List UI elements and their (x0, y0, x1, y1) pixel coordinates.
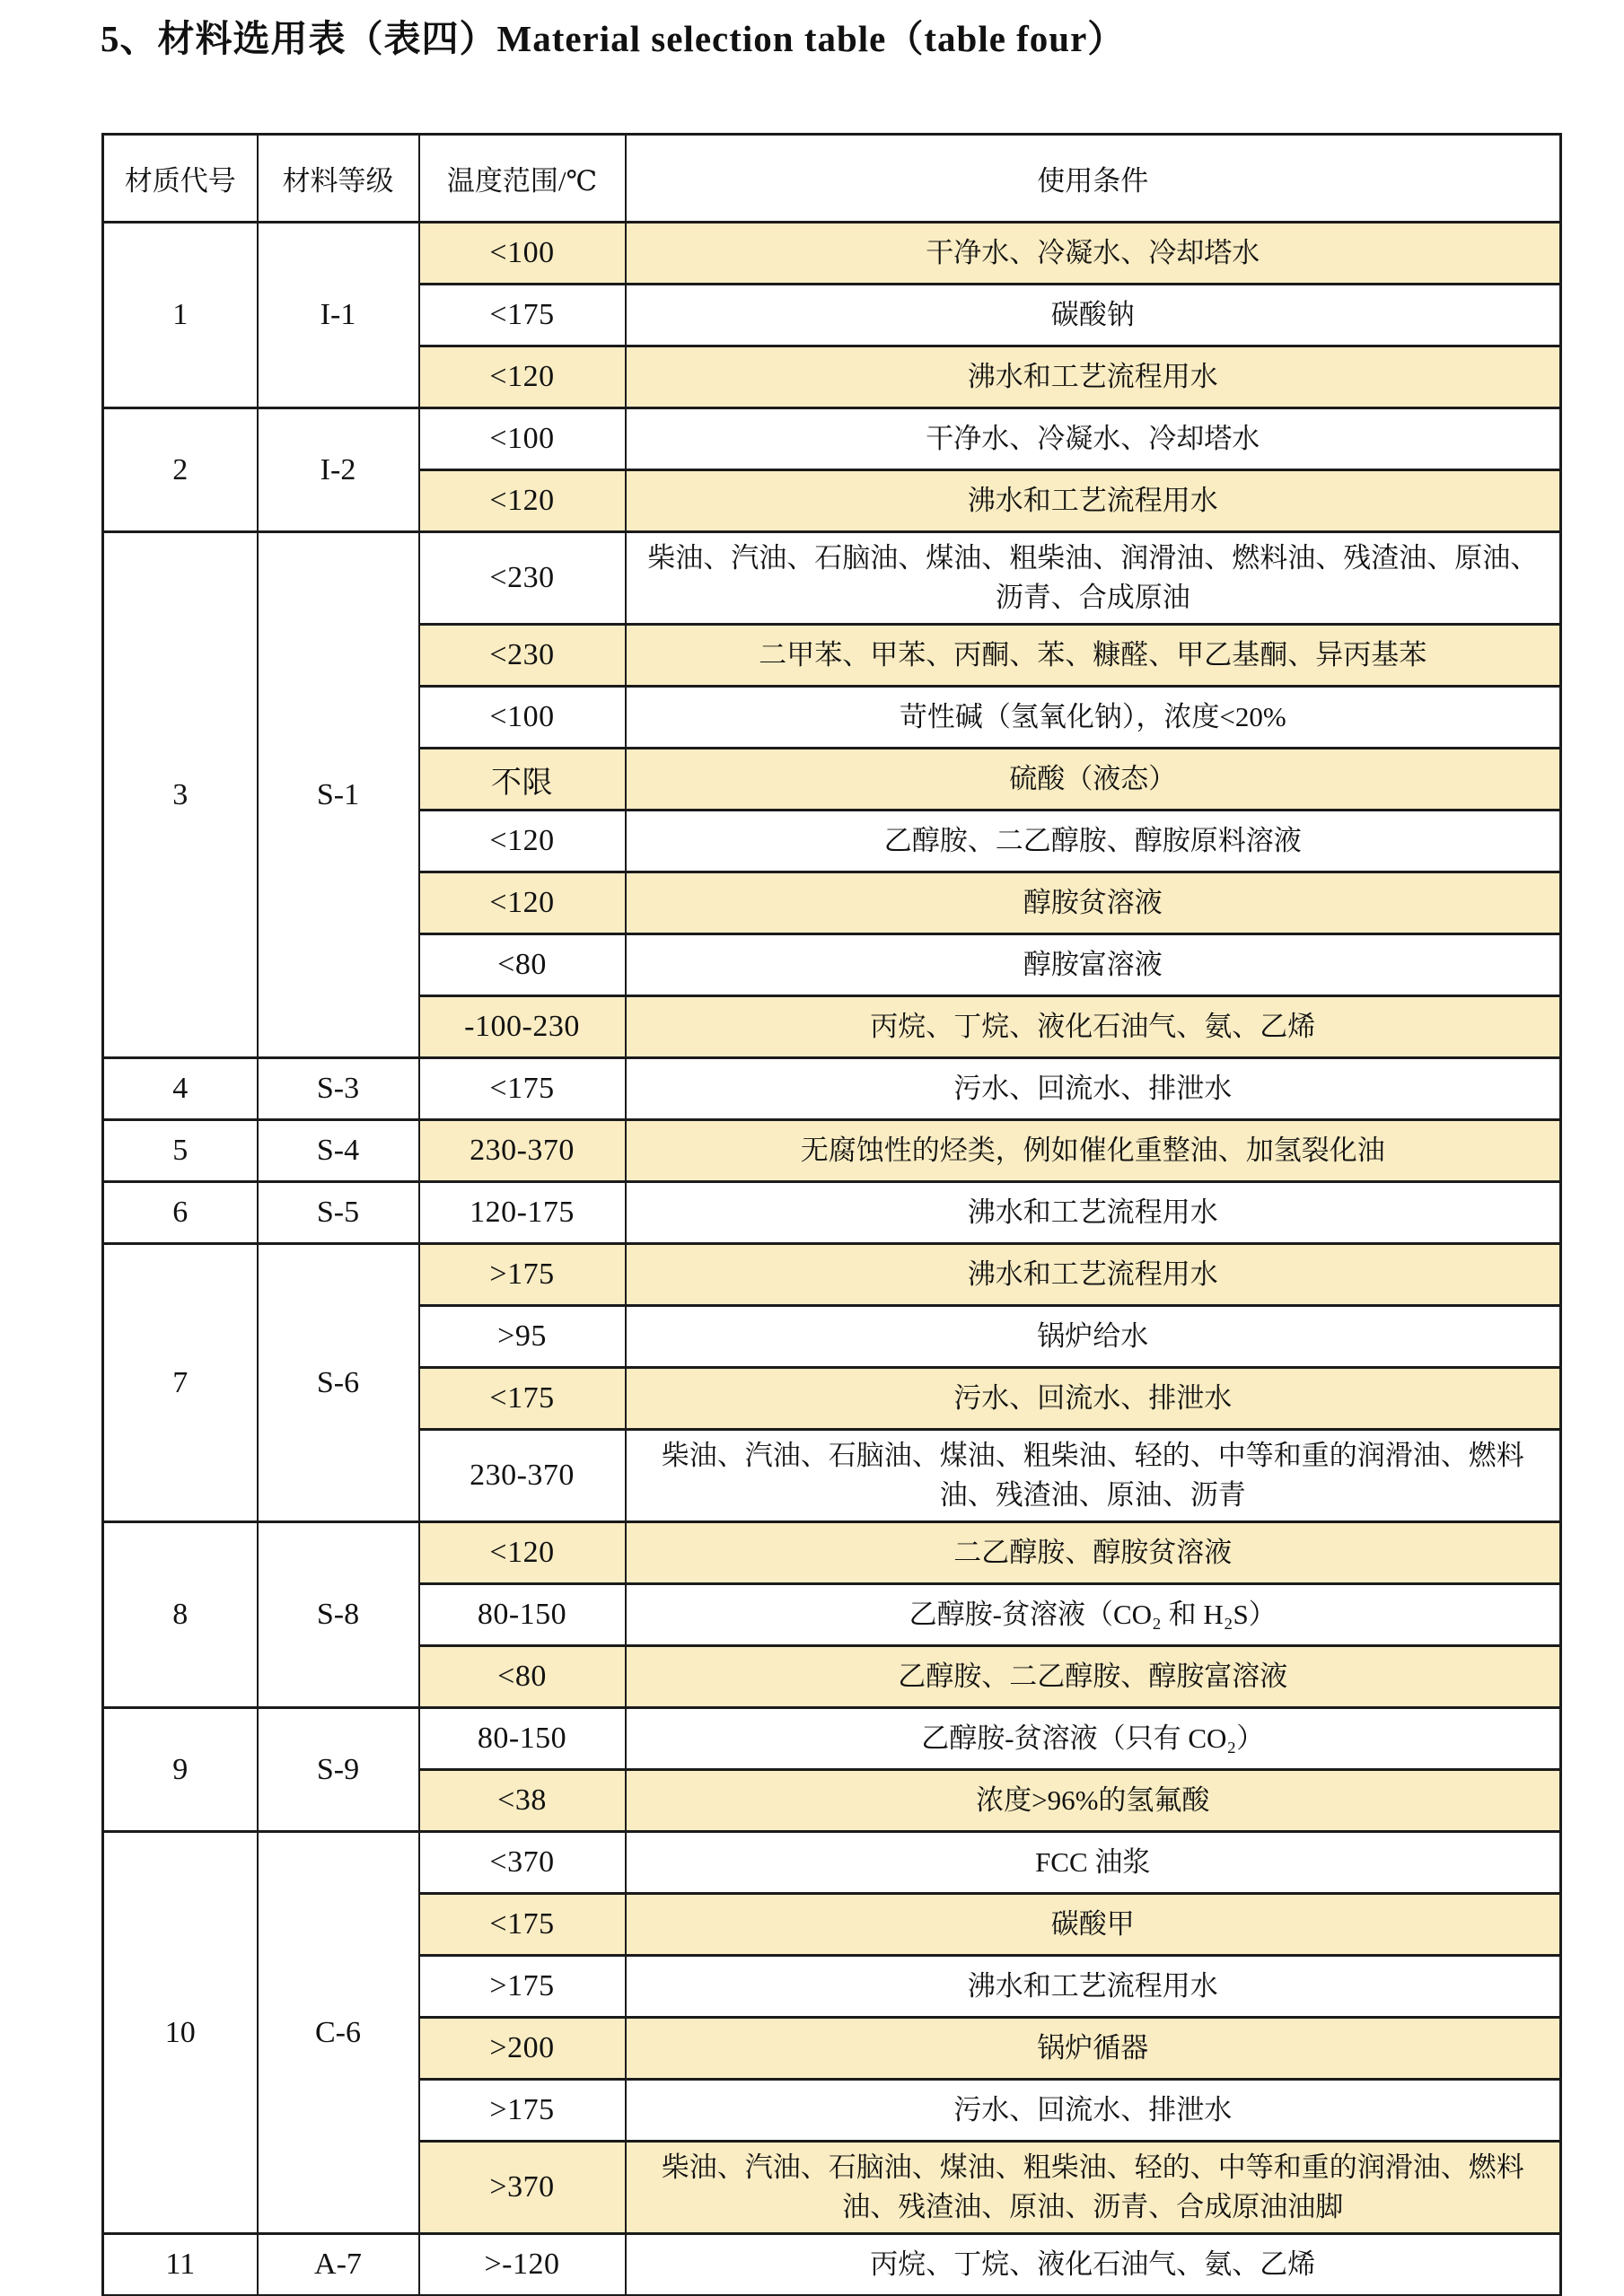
usage-condition-cell: 乙醇胺-贫溶液（CO₂ 和 H₂S） (626, 1584, 1561, 1646)
table-row (103, 408, 1561, 470)
material-grade-cell: I-1 (258, 223, 419, 408)
material-grade-cell: S-6 (258, 1244, 419, 1522)
temperature-range-cell: >200 (419, 2018, 626, 2080)
material-grade-cell: S-9 (258, 1708, 419, 1832)
usage-condition-cell: 污水、回流水、排泄水 (626, 1368, 1561, 1430)
column-header-material-grade: 材料等级 (258, 135, 419, 223)
material-code-cell: 2 (103, 408, 258, 532)
temperature-range-cell: >175 (419, 1956, 626, 2018)
temperature-range-cell: <120 (419, 1522, 626, 1584)
table-body (103, 223, 1561, 2296)
column-header-temperature-range: 温度范围/℃ (419, 135, 626, 223)
material-code-cell: 3 (103, 532, 258, 1058)
usage-condition-cell: 硫酸（液态） (626, 749, 1561, 811)
column-header-usage-conditions: 使用条件 (626, 135, 1561, 223)
usage-condition-cell: 乙醇胺、二乙醇胺、醇胺富溶液 (626, 1646, 1561, 1708)
usage-condition-cell: 污水、回流水、排泄水 (626, 1058, 1561, 1120)
temperature-range-cell: >-120 (419, 2234, 626, 2296)
column-header-material-code: 材质代号 (103, 135, 258, 223)
usage-condition-cell: 柴油、汽油、石脑油、煤油、粗柴油、轻的、中等和重的润滑油、燃料油、残渣油、原油、沥青、合成原油油脚 (626, 2142, 1561, 2234)
temperature-range-cell: <38 (419, 1770, 626, 1832)
usage-condition-cell: 浓度>96%的氢氟酸 (626, 1770, 1561, 1832)
material-code-cell: 5 (103, 1120, 258, 1182)
temperature-range-cell: <175 (419, 1368, 626, 1430)
material-grade-cell: A-7 (258, 2234, 419, 2296)
usage-condition-cell: FCC 油浆 (626, 1832, 1561, 1894)
material-grade-cell: S-4 (258, 1120, 419, 1182)
usage-condition-cell: 锅炉给水 (626, 1306, 1561, 1368)
temperature-range-cell: <175 (419, 1058, 626, 1120)
usage-condition-cell: 乙醇胺、二乙醇胺、醇胺原料溶液 (626, 811, 1561, 872)
temperature-range-cell: <80 (419, 1646, 626, 1708)
temperature-range-cell: >95 (419, 1306, 626, 1368)
temperature-range-cell: <120 (419, 811, 626, 872)
usage-condition-cell: 柴油、汽油、石脑油、煤油、粗柴油、润滑油、燃料油、残渣油、原油、沥青、合成原油 (626, 532, 1561, 625)
material-selection-table (101, 133, 1562, 2296)
temperature-range-cell: <100 (419, 408, 626, 470)
usage-condition-cell: 沸水和工艺流程用水 (626, 470, 1561, 532)
table-row (103, 2234, 1561, 2296)
temperature-range-cell: 不限 (419, 749, 626, 811)
temperature-range-cell: <230 (419, 625, 626, 687)
header-row (103, 135, 1561, 223)
table-row (103, 532, 1561, 625)
material-grade-cell: I-2 (258, 408, 419, 532)
usage-condition-cell: 污水、回流水、排泄水 (626, 2080, 1561, 2142)
material-grade-cell: C-6 (258, 1832, 419, 2234)
table-row (103, 1182, 1561, 1244)
temperature-range-cell: <80 (419, 934, 626, 996)
temperature-range-cell: <120 (419, 346, 626, 408)
usage-condition-cell: 沸水和工艺流程用水 (626, 1244, 1561, 1306)
table-row (103, 1244, 1561, 1306)
material-grade-cell: S-5 (258, 1182, 419, 1244)
temperature-range-cell: <120 (419, 470, 626, 532)
temperature-range-cell: <370 (419, 1832, 626, 1894)
material-code-cell: 6 (103, 1182, 258, 1244)
material-code-cell: 10 (103, 1832, 258, 2234)
temperature-range-cell: >175 (419, 1244, 626, 1306)
usage-condition-cell: 醇胺富溶液 (626, 934, 1561, 996)
usage-condition-cell: 无腐蚀性的烃类，例如催化重整油、加氢裂化油 (626, 1120, 1561, 1182)
usage-condition-cell: 干净水、冷凝水、冷却塔水 (626, 408, 1561, 470)
temperature-range-cell: <100 (419, 687, 626, 749)
temperature-range-cell: 230-370 (419, 1430, 626, 1522)
usage-condition-cell: 二甲苯、甲苯、丙酮、苯、糠醛、甲乙基酮、异丙基苯 (626, 625, 1561, 687)
material-code-cell: 7 (103, 1244, 258, 1522)
temperature-range-cell: <120 (419, 872, 626, 934)
temperature-range-cell: <100 (419, 223, 626, 285)
table-row (103, 1522, 1561, 1584)
usage-condition-cell: 二乙醇胺、醇胺贫溶液 (626, 1522, 1561, 1584)
material-code-cell: 9 (103, 1708, 258, 1832)
usage-condition-cell: 碳酸钠 (626, 285, 1561, 346)
temperature-range-cell: <175 (419, 1894, 626, 1956)
temperature-range-cell: >175 (419, 2080, 626, 2142)
usage-condition-cell: 乙醇胺-贫溶液（只有 CO₂） (626, 1708, 1561, 1770)
table-header (103, 135, 1561, 223)
usage-condition-cell: 醇胺贫溶液 (626, 872, 1561, 934)
table-row (103, 1708, 1561, 1770)
page-title: 5、材料选用表（表四）Material selection table（table four） (101, 18, 1126, 59)
usage-condition-cell: 沸水和工艺流程用水 (626, 1182, 1561, 1244)
usage-condition-cell: 沸水和工艺流程用水 (626, 1956, 1561, 2018)
usage-condition-cell: 碳酸甲 (626, 1894, 1561, 1956)
material-grade-cell: S-8 (258, 1522, 419, 1708)
temperature-range-cell: 120-175 (419, 1182, 626, 1244)
usage-condition-cell: 干净水、冷凝水、冷却塔水 (626, 223, 1561, 285)
usage-condition-cell: 柴油、汽油、石脑油、煤油、粗柴油、轻的、中等和重的润滑油、燃料油、残渣油、原油、沥青 (626, 1430, 1561, 1522)
material-code-cell: 4 (103, 1058, 258, 1120)
material-code-cell: 8 (103, 1522, 258, 1708)
temperature-range-cell: <175 (419, 285, 626, 346)
temperature-range-cell: <230 (419, 532, 626, 625)
usage-condition-cell: 丙烷、丁烷、液化石油气、氨、乙烯 (626, 2234, 1561, 2296)
table-row (103, 1058, 1561, 1120)
usage-condition-cell: 丙烷、丁烷、液化石油气、氨、乙烯 (626, 996, 1561, 1058)
usage-condition-cell: 苛性碱（氢氧化钠），浓度<20% (626, 687, 1561, 749)
material-grade-cell: S-3 (258, 1058, 419, 1120)
temperature-range-cell: -100-230 (419, 996, 626, 1058)
material-grade-cell: S-1 (258, 532, 419, 1058)
usage-condition-cell: 沸水和工艺流程用水 (626, 346, 1561, 408)
temperature-range-cell: >370 (419, 2142, 626, 2234)
temperature-range-cell: 80-150 (419, 1584, 626, 1646)
table-row (103, 1832, 1561, 1894)
material-code-cell: 11 (103, 2234, 258, 2296)
table-row (103, 223, 1561, 285)
table-row (103, 1120, 1561, 1182)
material-code-cell: 1 (103, 223, 258, 408)
temperature-range-cell: 230-370 (419, 1120, 626, 1182)
usage-condition-cell: 锅炉循器 (626, 2018, 1561, 2080)
temperature-range-cell: 80-150 (419, 1708, 626, 1770)
